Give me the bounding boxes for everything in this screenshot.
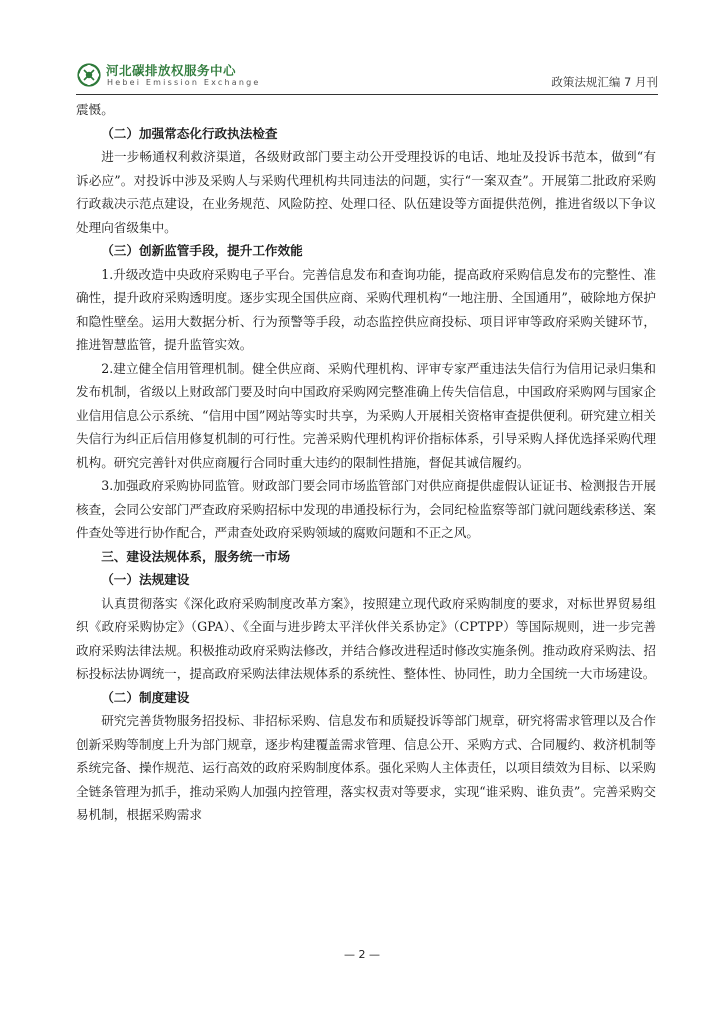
paragraph: 2.建立健全信用管理机制。健全供应商、采购代理机构、评审专家严重违法失信行为信用记录归集和发布机制，省级以上财政部门要及时向中国政府采购网完整准确上传失信信息，中国政府采购网与国家企业信用信息公示系统、“信用中国”网站等实时共享，为采购人开展相关资格审查提供便利。研究建立相关失信行为纠正后信用修复机制的可行性。完善采购代理机构评价指标体系，引导采购人择优选择采购代理机构。研究完善针对供应商履行合同时重大违约的限制性措施，督促其诚信履约。 [76, 360, 656, 470]
hebei-emission-logo-icon [76, 62, 102, 88]
section-heading-2: （二）加强常态化行政执法检查 [101, 125, 278, 141]
paragraph: 研究完善货物服务招投标、非招标采购、信息发布和质疑投诉等部门规章，研究将需求管理以及合作创新采购等制度上升为部门规章，逐步构建覆盖需求管理、信息公开、采购方式、合同履约、救济机制等系统完备、操作规范、运行高效的政府采购制度体系。强化采购人主体责任，以项目绩效为目标、以采购全链条管理为抓手，推动采购人加强内控管理，落实权责对等要求，实现“谁采购、谁负责”。完善采购交易机制，根据采购需求 [76, 713, 656, 822]
section-heading-1: （一）法规建设 [101, 572, 190, 587]
paragraph: 认真贯彻落实《深化政府采购制度改革方案》，按照建立现代政府采购制度的要求，对标世界贸易组织《政府采购协定》（GPA）、《全面与进步跨太平洋伙伴关系协定》（CPTPP）等国际规则，进一步完善政府采购法律法规。积极推动政府采购法修改，并结合修改进程适时修改实施条例。推动政府采购法、招标投标法协调统一，提高政府采购法律法规体系的系统性、整体性、协同性，助力全国统一大市场建设。 [76, 595, 656, 681]
paragraph: 1.升级改造中央政府采购电子平台。完善信息发布和查询功能，提高政府采购信息发布的完整性、准确性，提升政府采购透明度。逐步实现全国供应商、采购代理机构“一地注册、全国通用”，破除地方保护和隐性壁垒。运用大数据分析、行为预警等手段，动态监控供应商投标、项目评审等政府采购关键环节，推进智慧监管，提升监管实效。 [76, 266, 656, 352]
page-number: — 2 — [344, 948, 380, 961]
section-heading-2: （二）制度建设 [101, 689, 190, 705]
paragraph-continuation: 震慑。 [76, 102, 114, 117]
org-name-en: Hebei Emission Exchange [107, 78, 261, 87]
org-name: 河北碳排放权服务中心 [106, 63, 237, 78]
page-header [76, 60, 658, 94]
chapter-heading: 三、建设法规体系，服务统一市场 [101, 548, 291, 564]
document-body [76, 98, 656, 827]
journal-title: 政策法规汇编 7 月刊 [551, 75, 658, 89]
paragraph: 3.加强政府采购协同监管。财政部门要会同市场监管部门对供应商提供虚假认证证书、检测报告开展核查，会同公安部门严查政府采购招标中发现的串通投标行为，会同纪检监察等部门就问题线索移送、案件查处等进行协作配合，严肃查处政府采购领域的腐败问题和不正之风。 [76, 478, 656, 540]
paragraph: 进一步畅通权利救济渠道，各级财政部门要主动公开受理投诉的电话、地址及投诉书范本，做到“有诉必应”。对投诉中涉及采购人与采购代理机构共同违法的问题，实行“一案双查”。开展第二批政府采购行政裁决示范点建设，在业务规范、风险防控、处理口径、队伍建设等方面提供范例，推进省级以下争议处理向省级集中。 [76, 149, 656, 235]
section-heading-3: （三）创新监管手段，提升工作效能 [101, 243, 303, 258]
header-divider [76, 94, 658, 95]
